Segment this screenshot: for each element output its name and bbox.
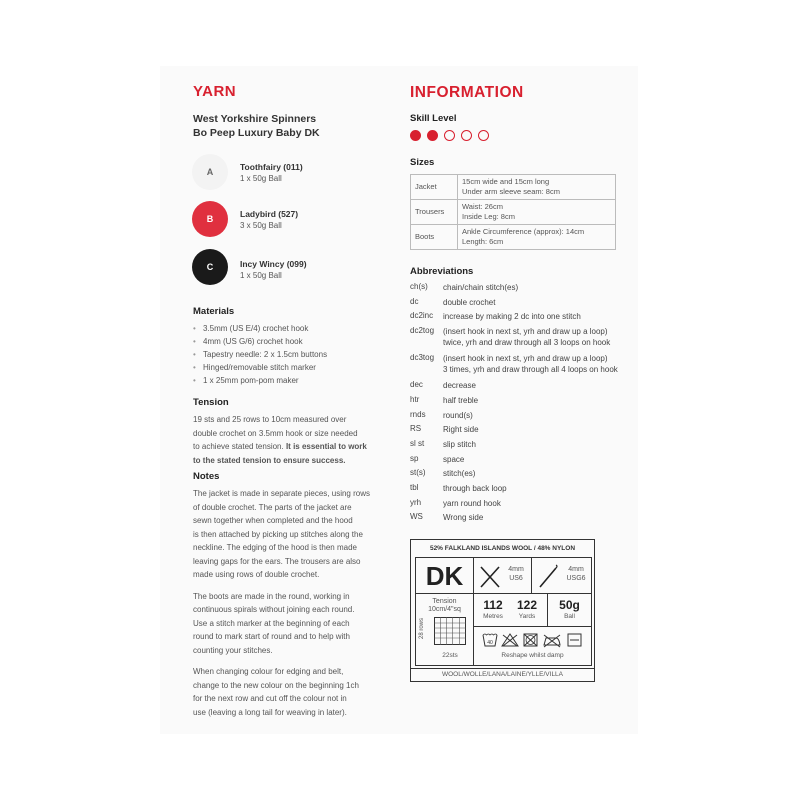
skill-dot-filled — [427, 130, 438, 141]
abbreviation-key: RS — [410, 424, 422, 434]
sts-label: 22sts — [442, 652, 458, 659]
no-bleach-icon — [502, 634, 518, 646]
needle-us: US6 — [509, 575, 523, 582]
needle-cell — [473, 557, 532, 594]
skill-dot-empty — [478, 130, 489, 141]
tension-heading: Tension — [193, 397, 229, 408]
size-detail: Ankle Circumference (approx): 14cm Length: 6cm — [458, 225, 616, 250]
notes-line: is then attached by picking up stitches along the — [193, 529, 363, 539]
abbreviation-key: tbl — [410, 483, 419, 492]
yards-label: Yards — [518, 613, 536, 620]
skill-dot-empty — [444, 130, 455, 141]
yarn-ball-a-name: Toothfairy (011) — [240, 162, 303, 172]
abbreviation-key: rnds — [410, 409, 426, 419]
no-tumble-dry-icon — [524, 634, 537, 646]
yarn-ball-c-name: Incy Wincy (099) — [240, 259, 307, 269]
skill-dot-empty — [461, 130, 472, 141]
tension-emphasis: It is essential to work — [283, 442, 367, 451]
size-item: Boots — [411, 225, 458, 250]
tension-text — [193, 413, 393, 467]
materials-heading: Materials — [193, 306, 235, 317]
weight-text: DK — [425, 561, 464, 591]
abbreviation-meaning: yarn round hook — [443, 498, 501, 508]
divider — [411, 668, 594, 669]
sizes-table — [410, 174, 616, 250]
abbreviation-meaning: decrease — [443, 381, 476, 391]
skill-level-dots — [410, 128, 495, 146]
notes-line: round to mark start of round and to help with — [193, 632, 350, 641]
wash-40-icon — [483, 634, 497, 646]
notes-line: made using rows of double crochet. — [193, 570, 320, 579]
brand-line-1: West Yorkshire Spinners — [193, 113, 317, 125]
metres-value: 112 — [483, 598, 503, 612]
yards-value: 122 — [516, 598, 538, 612]
metres-label: Metres — [483, 613, 503, 620]
abbreviation-meaning: round(s) — [443, 410, 473, 420]
abbreviation-key: yrh — [410, 497, 422, 507]
yarn-ball-b: B — [192, 201, 228, 237]
materials-item: • 3.5mm (US E/4) crochet hook — [193, 322, 327, 335]
notes-line: of double crochet. The parts of the jacket are — [193, 502, 352, 512]
sizes-label: Sizes — [410, 157, 435, 168]
dry-flat-icon — [568, 634, 581, 646]
composition-text: 52% FALKLAND ISLANDS WOOL / 48% NYLON — [429, 545, 576, 552]
notes-line: leaving gaps for the ears. The trousers are also — [193, 556, 361, 566]
yarn-ball-c: C — [192, 249, 228, 285]
abbreviation-key: dc — [410, 296, 419, 306]
care-text: Reshape whilst damp — [501, 652, 564, 659]
notes-line: use (leaving a long tail for weaving in later). — [193, 707, 347, 717]
skill-dot-filled — [410, 130, 421, 141]
notes-line: The boots are made in the round, working in — [193, 591, 350, 601]
abbreviation-meaning: slip stitch — [443, 439, 476, 449]
materials-item: • Tapestry needle: 2 x 1.5cm buttons — [193, 348, 327, 361]
abbreviation-meaning: (insert hook in next st, yrh and draw up a loop) twice, yrh and draw through all 3 loops on hook — [443, 327, 611, 348]
needle-size: 4mm — [508, 566, 524, 573]
pattern-sheet — [160, 66, 638, 734]
abbreviation-key: st(s) — [410, 468, 426, 478]
no-iron-icon — [544, 635, 560, 647]
notes-line: for the next row and cut off the colour not in — [193, 694, 347, 703]
brand-line-2: Bo Peep Luxury Baby DK — [193, 127, 320, 139]
yarn-ball-b-qty: 3 x 50g Ball — [240, 221, 282, 230]
yarn-ball-a: A — [192, 154, 228, 190]
abbreviation-key: htr — [410, 394, 420, 404]
notes-line: continuous spirals without joining each round. — [193, 605, 355, 614]
yarn-label — [410, 539, 595, 682]
abbreviation-key: sp — [410, 453, 419, 463]
yarn-ball-b-name: Ladybird (527) — [240, 209, 299, 219]
materials-item: • Hinged/removable stitch marker — [193, 361, 327, 374]
yarn-heading: YARN — [193, 83, 237, 100]
size-detail: Waist: 26cm Inside Leg: 8cm — [458, 200, 616, 225]
crochet-hook-icon — [537, 564, 559, 590]
notes-heading: Notes — [193, 471, 220, 482]
hook-us: USG6 — [566, 575, 586, 582]
yarn-ball-c-qty: 1 x 50g Ball — [240, 271, 282, 280]
notes-line: change to the new colour on the beginning 1ch — [193, 680, 359, 690]
length-cell — [473, 593, 592, 627]
size-item: Trousers — [411, 200, 458, 225]
abbreviation-meaning: Wrong side — [443, 513, 484, 523]
skill-level-label: Skill Level — [410, 113, 457, 124]
tension-size: 10cm/4"sq — [428, 606, 461, 613]
rows-label: 28 rows — [419, 617, 425, 639]
notes-line: When changing colour for edging and belt, — [193, 667, 344, 676]
care-cell — [473, 626, 592, 666]
notes-line: neckline. The edging of the hood is then made — [193, 543, 357, 552]
abbreviation-meaning: double crochet — [443, 297, 496, 307]
abbreviation-key: sl st — [410, 438, 425, 448]
materials-list — [193, 322, 327, 387]
wash-temp: 40 — [487, 640, 493, 646]
tension-cell — [415, 593, 474, 666]
abbreviation-meaning: chain/chain stitch(es) — [443, 283, 519, 292]
abbreviation-meaning: half treble — [443, 395, 479, 405]
notes-line: sewn together when completed and the hood — [193, 516, 353, 525]
ball-weight-label: Ball — [564, 613, 575, 620]
abbreviation-key: ch(s) — [410, 282, 428, 291]
table-row — [411, 200, 616, 225]
hook-cell — [531, 557, 592, 594]
weight-cell — [415, 557, 474, 594]
tension-line: double crochet on 3.5mm hook or size needed — [193, 428, 358, 438]
tension-grid-icon — [434, 617, 466, 645]
knitting-needles-icon — [478, 564, 502, 590]
care-icons — [482, 632, 586, 648]
abbreviation-meaning: stitch(es) — [443, 469, 476, 479]
abbreviation-meaning: space — [443, 454, 465, 464]
size-item: Jacket — [411, 175, 458, 200]
information-heading: INFORMATION — [410, 84, 524, 101]
materials-item: • 1 x 25mm pom-pom maker — [193, 374, 327, 387]
table-row — [411, 175, 616, 200]
abbreviation-meaning: increase by making 2 dc into one stitch — [443, 312, 581, 322]
abbreviation-key: dec — [410, 380, 423, 390]
abbreviation-key: WS — [410, 512, 423, 522]
hook-size: 4mm — [568, 566, 584, 573]
table-row — [411, 225, 616, 250]
abbreviation-key: dc2inc — [410, 311, 434, 321]
tension-label: Tension — [432, 598, 457, 605]
yarn-ball-a-qty: 1 x 50g Ball — [240, 174, 282, 183]
abbreviations-heading: Abbreviations — [410, 266, 474, 277]
abbreviation-meaning: (insert hook in next st, yrh and draw up a loop) 3 times, yrh and draw through all 4 loops on hook — [443, 354, 618, 375]
tension-line: 19 sts and 25 rows to 10cm measured over — [193, 415, 347, 424]
abbreviations-list — [410, 282, 635, 522]
tension-line: to achieve stated tension. — [193, 442, 284, 451]
notes-line: The jacket is made in separate pieces, using rows — [193, 489, 370, 498]
abbreviation-meaning: Right side — [443, 425, 479, 435]
ball-weight-value: 50g — [559, 598, 580, 612]
abbreviation-key: dc2tog — [410, 326, 435, 336]
size-detail: 15cm wide and 15cm long Under arm sleeve seam: 8cm — [458, 175, 616, 200]
notes-line: counting your stitches. — [193, 645, 273, 655]
notes-text — [193, 487, 398, 719]
materials-item: • 4mm (US G/6) crochet hook — [193, 335, 327, 348]
abbreviation-key: dc3tog — [410, 353, 435, 363]
fibre-footer: WOOL/WOLLE/LANA/LAINE/YLLE/VILLA — [441, 671, 564, 678]
abbreviation-meaning: through back loop — [443, 484, 507, 493]
tension-emphasis: to the stated tension to ensure success. — [193, 455, 346, 465]
notes-line: Use a stitch marker at the beginning of each — [193, 618, 350, 628]
